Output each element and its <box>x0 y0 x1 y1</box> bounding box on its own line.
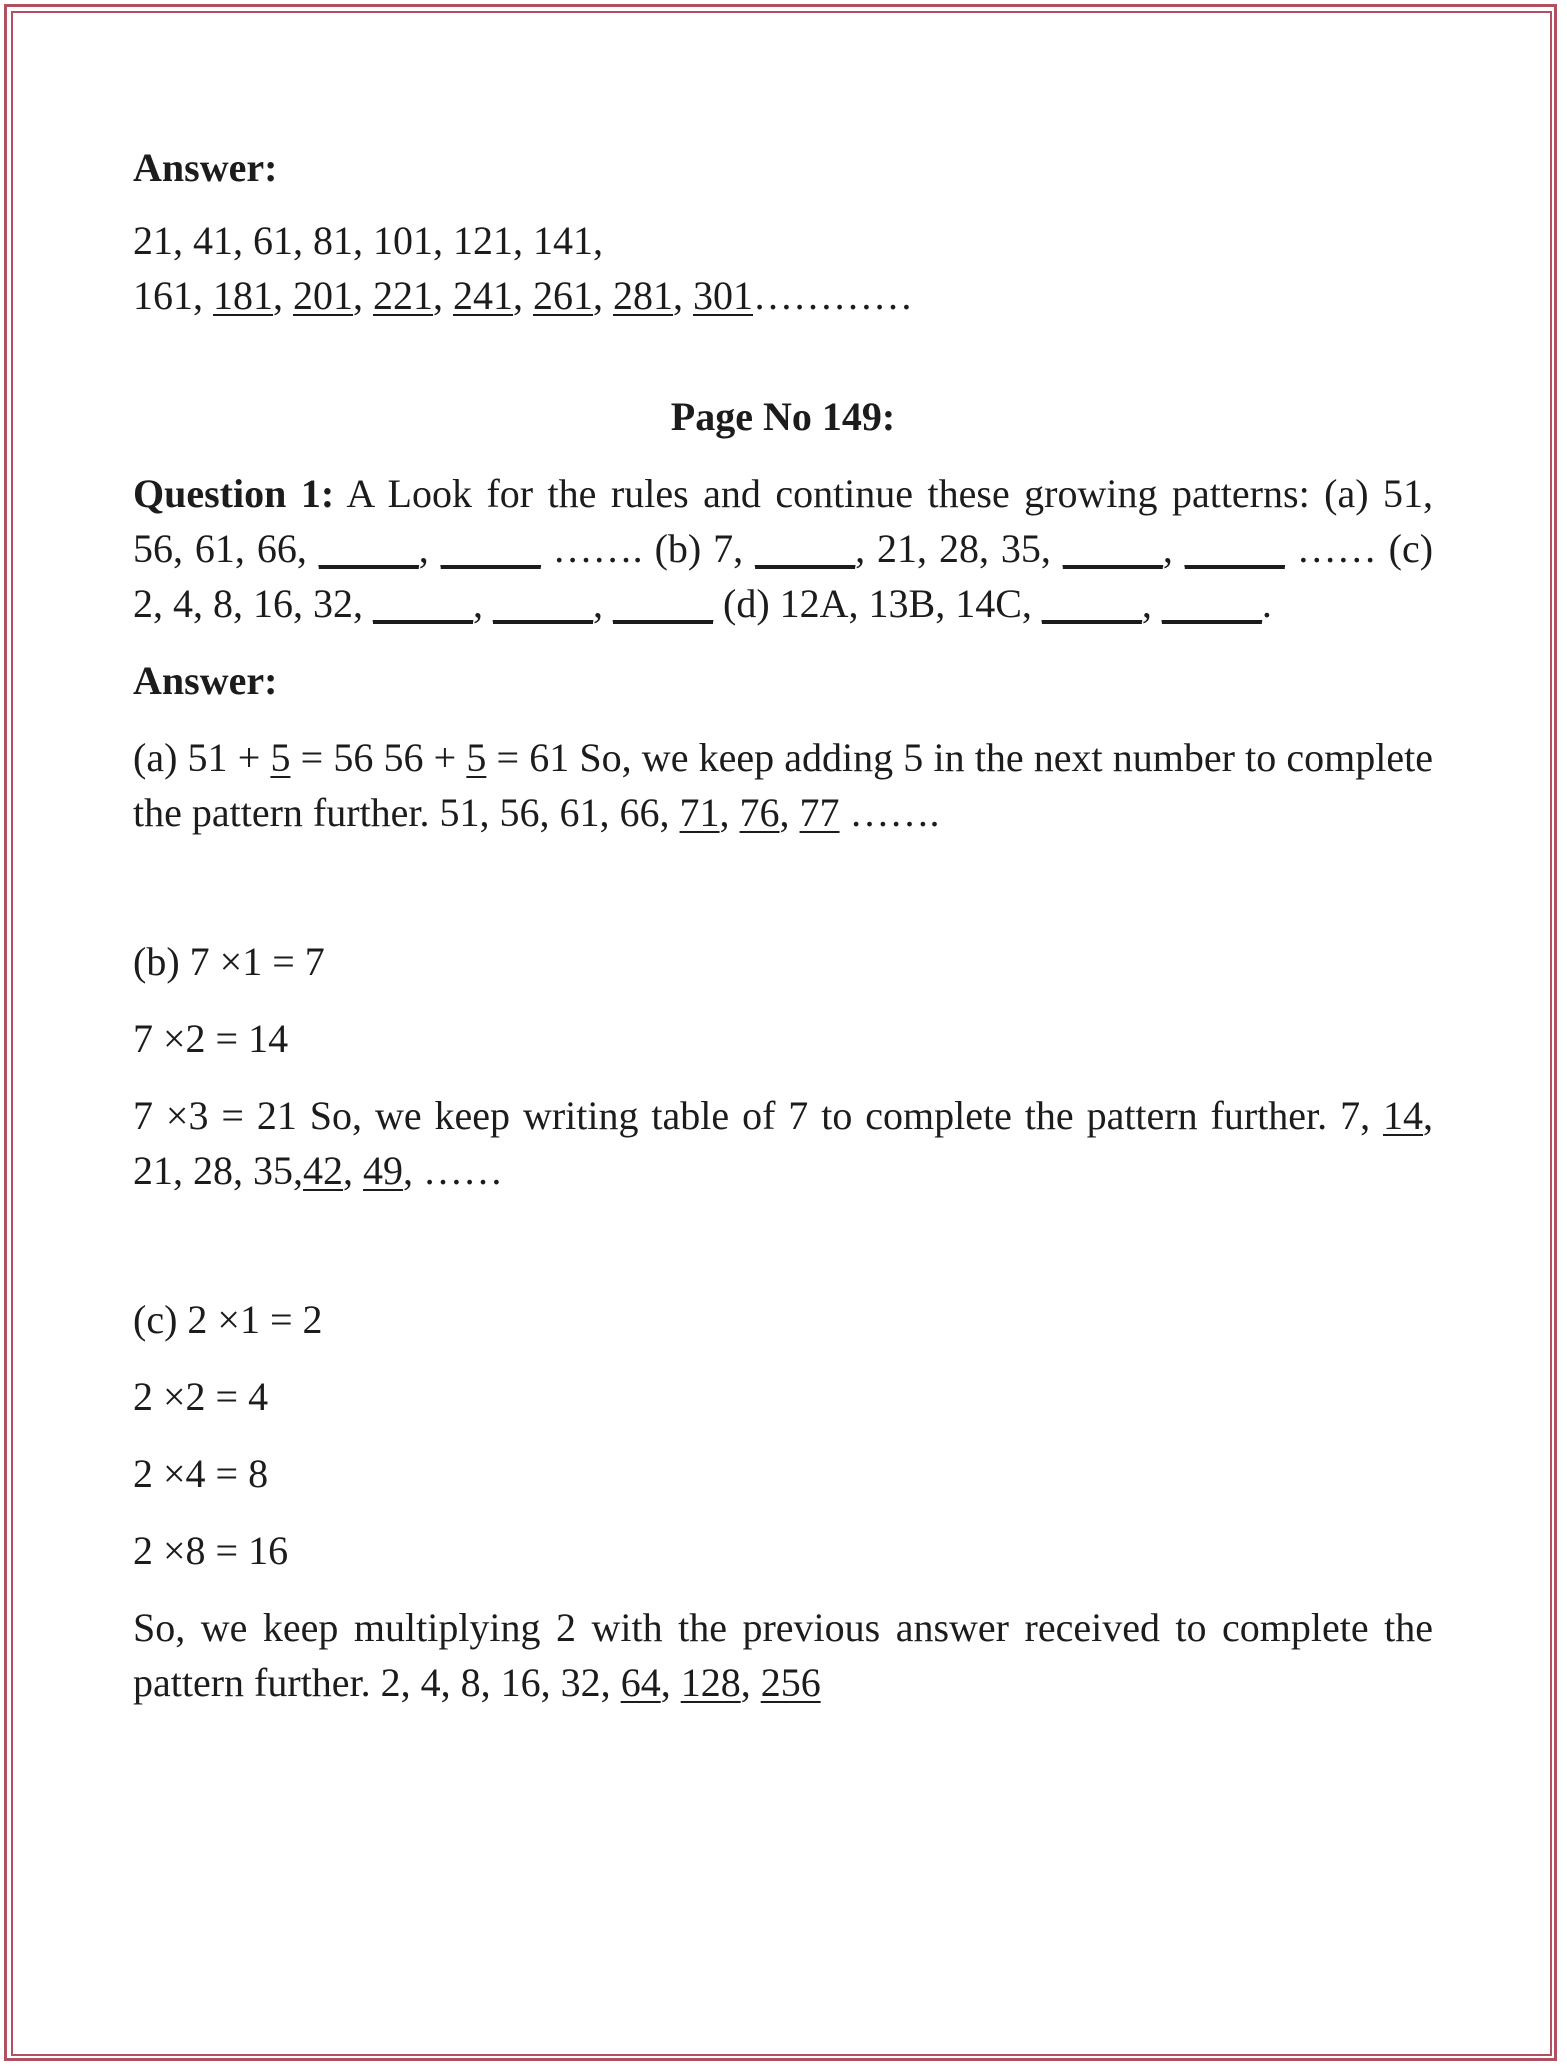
sequence-term: 241 <box>453 273 513 318</box>
answer-label: Answer: <box>133 145 278 190</box>
blank: _____ <box>613 581 713 626</box>
answer-part-c-line3: 2 ×4 = 8 <box>133 1451 269 1496</box>
sequence-term: 301 <box>693 273 753 318</box>
answer-part-a: (a) 51 + 5 = 56 56 + 5 = 61 So, we keep adding 5 in the next number to complete the pattern further. 51, 56, 61, 66, 71, 76, 77 ……. <box>133 735 1433 835</box>
sequence-term: 77 <box>799 790 840 835</box>
answer-part-b-line1: (b) 7 ×1 = 7 <box>133 939 325 984</box>
sequence-term: 71 <box>679 790 720 835</box>
answer-part-c-line1: (c) 2 ×1 = 2 <box>133 1297 323 1342</box>
blank: _____ <box>318 526 419 571</box>
answer-part-c-line2: 2 ×2 = 4 <box>133 1374 269 1419</box>
sequence-term: 261 <box>533 273 593 318</box>
sequence-term: 221 <box>373 273 433 318</box>
blank: _____ <box>755 526 856 571</box>
blank: _____ <box>1161 581 1262 626</box>
answer-label: Answer: <box>133 658 278 703</box>
answer-part-c-line4: 2 ×8 = 16 <box>133 1528 289 1573</box>
blank: _____ <box>493 581 593 626</box>
question-label: Question 1: <box>133 471 335 516</box>
blank: _____ <box>1184 526 1285 571</box>
answer-part-b-line3: 7 ×3 = 21 So, we keep writing table of 7 to complete the pattern further. 7, 14, 21, 28, 35,42, 49, …… <box>133 1093 1433 1193</box>
sequence-term: 181 <box>213 273 273 318</box>
document-content <box>133 140 1433 1710</box>
blank: _____ <box>1062 526 1163 571</box>
sequence-term: 201 <box>293 273 353 318</box>
answer-sequence-line1: 21, 41, 61, 81, 101, 121, 141, <box>133 218 603 263</box>
sequence-term: 281 <box>613 273 673 318</box>
answer-sequence-line2: 161, 181, 201, 221, 241, 261, 281, 301………… <box>133 273 913 318</box>
sequence-term: 128 <box>680 1660 741 1705</box>
blank: _____ <box>1041 581 1142 626</box>
blank: _____ <box>440 526 541 571</box>
answer-part-c-explanation: So, we keep multiplying 2 with the previous answer received to complete the pattern further. 2, 4, 8, 16, 32, 64, 128, 256 <box>133 1605 1433 1705</box>
page-heading: Page No 149: <box>670 394 896 439</box>
blank: _____ <box>373 581 473 626</box>
sequence-term: 256 <box>760 1660 821 1705</box>
sequence-term: 76 <box>739 790 780 835</box>
sequence-term: 64 <box>620 1660 661 1705</box>
answer-part-b-line2: 7 ×2 = 14 <box>133 1016 289 1061</box>
question-1: Question 1: A Look for the rules and continue these growing patterns: (a) 51, 56, 61, 66, _____, _____ ……. (b) 7, _____, 21, 28, 35, _____, _____ …… (c) 2, 4, 8, 16, 32, _____, _____, _____ (d) 12A, 13B, 14C, _____, _____. <box>133 471 1434 626</box>
